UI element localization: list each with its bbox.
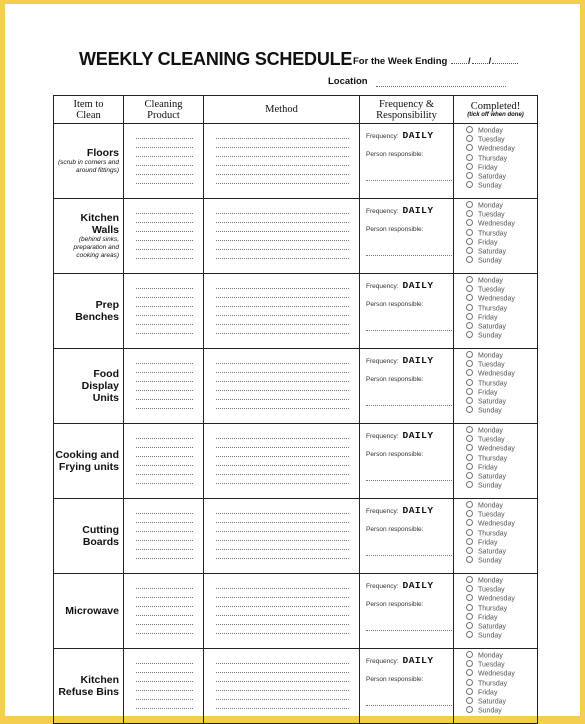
- person-responsible-field[interactable]: [366, 705, 454, 706]
- checkbox-circle-icon[interactable]: [466, 219, 473, 226]
- item-to-clean-cell: [54, 499, 124, 574]
- day-checkbox-monday[interactable]: [466, 576, 537, 585]
- day-checkbox-sunday[interactable]: [466, 706, 537, 715]
- day-checkbox-friday[interactable]: [466, 163, 537, 172]
- day-checkbox-monday[interactable]: [466, 501, 537, 510]
- item-to-clean-cell: [54, 274, 124, 349]
- day-checkbox-friday[interactable]: [466, 613, 537, 622]
- day-label: Wednesday: [478, 295, 515, 303]
- item-name: Floors: [86, 147, 119, 159]
- checkbox-circle-icon[interactable]: [466, 631, 473, 638]
- checkbox-circle-icon[interactable]: [466, 556, 473, 563]
- method-field[interactable]: [204, 199, 360, 274]
- day-checkbox-friday[interactable]: [466, 238, 537, 247]
- checkbox-circle-icon[interactable]: [466, 679, 473, 686]
- day-label: Sunday: [478, 557, 502, 565]
- checkbox-circle-icon[interactable]: [466, 331, 473, 338]
- day-checkbox-tuesday[interactable]: [466, 510, 537, 519]
- completed-days-cell: [454, 649, 538, 724]
- table-header-row: [54, 96, 538, 124]
- cleaning-product-field[interactable]: [124, 574, 204, 649]
- method-field[interactable]: [204, 349, 360, 424]
- checkbox-circle-icon[interactable]: [466, 379, 473, 386]
- day-checkbox-wednesday[interactable]: [466, 669, 537, 678]
- day-label: Saturday: [478, 548, 507, 556]
- day-checkbox-thursday[interactable]: [466, 304, 537, 313]
- checkbox-circle-icon[interactable]: [466, 210, 473, 217]
- day-checkbox-saturday[interactable]: [466, 322, 537, 331]
- day-label: Tuesday: [478, 136, 505, 144]
- day-label: Tuesday: [478, 211, 505, 219]
- checkbox-circle-icon[interactable]: [466, 669, 473, 676]
- person-responsible-field[interactable]: [366, 630, 454, 631]
- checkbox-circle-icon[interactable]: [466, 510, 473, 517]
- day-checkbox-tuesday[interactable]: [466, 585, 537, 594]
- item-name: Microwave: [65, 605, 119, 617]
- checkbox-circle-icon[interactable]: [466, 519, 473, 526]
- cleaning-product-field[interactable]: [124, 349, 204, 424]
- day-label: Monday: [478, 202, 503, 210]
- day-checkbox-friday[interactable]: [466, 688, 537, 697]
- checkbox-circle-icon[interactable]: [466, 426, 473, 433]
- day-checkbox-sunday[interactable]: [466, 631, 537, 640]
- completed-days-cell: [454, 199, 538, 274]
- day-label: Wednesday: [478, 445, 515, 453]
- day-checkbox-sunday[interactable]: [466, 481, 537, 490]
- day-checkbox-sunday[interactable]: [466, 556, 537, 565]
- frequency-label: Frequency:: [366, 133, 399, 140]
- day-checkbox-monday[interactable]: [466, 276, 537, 285]
- week-ending-label: For the Week Ending: [353, 56, 448, 67]
- person-responsible-label: Person responsible:: [366, 226, 424, 233]
- item-to-clean-cell: [54, 349, 124, 424]
- page-title: WEEKLY CLEANING SCHEDULE: [79, 49, 353, 69]
- checkbox-circle-icon[interactable]: [466, 397, 473, 404]
- checkbox-circle-icon[interactable]: [466, 622, 473, 629]
- day-checkbox-wednesday[interactable]: [466, 144, 537, 153]
- day-checkbox-sunday[interactable]: [466, 256, 537, 265]
- person-responsible-field[interactable]: [366, 555, 454, 556]
- day-label: Tuesday: [478, 661, 505, 669]
- completed-days-cell: [454, 424, 538, 499]
- day-label: Tuesday: [478, 436, 505, 444]
- frequency-value: DAILY: [402, 205, 434, 216]
- item-to-clean-cell: [54, 124, 124, 199]
- checkbox-circle-icon[interactable]: [466, 322, 473, 329]
- frequency-value: DAILY: [402, 280, 434, 291]
- item-to-clean-cell: [54, 199, 124, 274]
- day-checkbox-thursday[interactable]: [466, 229, 537, 238]
- location-label: Location: [328, 76, 368, 87]
- method-field[interactable]: [204, 499, 360, 574]
- completed-days-cell: [454, 574, 538, 649]
- day-label: Sunday: [478, 707, 502, 715]
- cleaning-product-field[interactable]: [124, 499, 204, 574]
- cleaning-product-field[interactable]: [124, 424, 204, 499]
- day-checkbox-monday[interactable]: [466, 126, 537, 135]
- frequency-label: Frequency:: [366, 433, 399, 440]
- day-checkbox-sunday[interactable]: [466, 331, 537, 340]
- day-label: Thursday: [478, 680, 508, 688]
- item-to-clean-cell: [54, 649, 124, 724]
- day-label: Saturday: [478, 173, 507, 181]
- frequency-responsibility-cell: [360, 649, 454, 724]
- item-name: Kitchen Refuse Bins: [58, 674, 119, 698]
- day-label: Friday: [478, 164, 498, 172]
- table-row: [54, 124, 538, 199]
- frequency-responsibility-cell: [360, 574, 454, 649]
- day-label: Monday: [478, 127, 503, 135]
- day-label: Wednesday: [478, 370, 515, 378]
- cleaning-product-field[interactable]: [124, 274, 204, 349]
- table-row: [54, 199, 538, 274]
- checkbox-circle-icon[interactable]: [466, 444, 473, 451]
- day-label: Monday: [478, 502, 503, 510]
- item-to-clean-cell: [54, 574, 124, 649]
- cleaning-product-field[interactable]: [124, 124, 204, 199]
- day-checkbox-thursday[interactable]: [466, 679, 537, 688]
- completed-days-cell: [454, 274, 538, 349]
- method-field[interactable]: [204, 274, 360, 349]
- day-label: Friday: [478, 614, 498, 622]
- person-responsible-field[interactable]: [366, 480, 454, 481]
- checkbox-circle-icon[interactable]: [466, 144, 473, 151]
- table-row: [54, 349, 538, 424]
- day-checkbox-thursday[interactable]: [466, 379, 537, 388]
- location-field[interactable]: [376, 86, 506, 87]
- day-label: Monday: [478, 427, 503, 435]
- person-responsible-field[interactable]: [366, 405, 454, 406]
- day-checkbox-monday[interactable]: [466, 201, 537, 210]
- day-label: Thursday: [478, 380, 508, 388]
- checkbox-circle-icon[interactable]: [466, 256, 473, 263]
- checkbox-circle-icon[interactable]: [466, 181, 473, 188]
- day-checkbox-wednesday[interactable]: [466, 369, 537, 378]
- day-label: Tuesday: [478, 361, 505, 369]
- frequency-responsibility-cell: [360, 199, 454, 274]
- checkbox-circle-icon[interactable]: [466, 706, 473, 713]
- day-label: Monday: [478, 577, 503, 585]
- table-row: [54, 649, 538, 724]
- checkbox-circle-icon[interactable]: [466, 238, 473, 245]
- day-checkbox-wednesday[interactable]: [466, 594, 537, 603]
- method-field[interactable]: [204, 574, 360, 649]
- day-checkbox-wednesday[interactable]: [466, 294, 537, 303]
- frequency-label: Frequency:: [366, 283, 399, 290]
- day-checkbox-sunday[interactable]: [466, 406, 537, 415]
- day-label: Friday: [478, 389, 498, 397]
- frequency-value: DAILY: [402, 130, 434, 141]
- week-ending-field[interactable]: For the Week Ending / /: [353, 56, 519, 67]
- day-label: Thursday: [478, 455, 508, 463]
- day-checkbox-saturday[interactable]: [466, 172, 537, 181]
- day-checkbox-saturday[interactable]: [466, 622, 537, 631]
- checkbox-circle-icon[interactable]: [466, 388, 473, 395]
- person-responsible-label: Person responsible:: [366, 151, 424, 158]
- day-checkbox-tuesday[interactable]: [466, 285, 537, 294]
- frequency-label: Frequency:: [366, 658, 399, 665]
- day-checkbox-monday[interactable]: [466, 351, 537, 360]
- checkbox-circle-icon[interactable]: [466, 481, 473, 488]
- checkbox-circle-icon[interactable]: [466, 697, 473, 704]
- item-name: Cooking and Frying units: [55, 449, 119, 473]
- day-checkbox-thursday[interactable]: [466, 529, 537, 538]
- cleaning-product-field[interactable]: [124, 649, 204, 724]
- person-responsible-label: Person responsible:: [366, 451, 424, 458]
- item-note: (behind sinks, preparation and cooking areas): [73, 236, 119, 259]
- day-label: Friday: [478, 539, 498, 547]
- checkbox-circle-icon[interactable]: [466, 247, 473, 254]
- column-header-product: Cleaning Product: [124, 96, 204, 124]
- checkbox-circle-icon[interactable]: [466, 163, 473, 170]
- day-label: Sunday: [478, 632, 502, 640]
- checkbox-circle-icon[interactable]: [466, 313, 473, 320]
- person-responsible-field[interactable]: [366, 255, 454, 256]
- completed-days-cell: [454, 124, 538, 199]
- day-label: Tuesday: [478, 286, 505, 294]
- frequency-responsibility-cell: [360, 124, 454, 199]
- frequency-value: DAILY: [402, 580, 434, 591]
- completed-days-cell: [454, 349, 538, 424]
- checkbox-circle-icon[interactable]: [466, 538, 473, 545]
- table-row: [54, 574, 538, 649]
- checkbox-circle-icon[interactable]: [466, 604, 473, 611]
- week-ending-day-blank[interactable]: [451, 63, 467, 64]
- day-label: Saturday: [478, 698, 507, 706]
- item-note: (scrub in corners and around fittings): [57, 159, 119, 174]
- day-checkbox-saturday[interactable]: [466, 547, 537, 556]
- checkbox-circle-icon[interactable]: [466, 369, 473, 376]
- checkbox-circle-icon[interactable]: [466, 351, 473, 358]
- column-header-method: Method: [204, 96, 360, 124]
- day-label: Wednesday: [478, 670, 515, 678]
- day-checkbox-thursday[interactable]: [466, 154, 537, 163]
- checkbox-circle-icon[interactable]: [466, 229, 473, 236]
- checkbox-circle-icon[interactable]: [466, 472, 473, 479]
- day-label: Saturday: [478, 248, 507, 256]
- frequency-label: Frequency:: [366, 583, 399, 590]
- checkbox-circle-icon[interactable]: [466, 454, 473, 461]
- day-checkbox-tuesday[interactable]: [466, 660, 537, 669]
- day-label: Thursday: [478, 155, 508, 163]
- item-to-clean-cell: [54, 424, 124, 499]
- table-row: [54, 274, 538, 349]
- person-responsible-label: Person responsible:: [366, 376, 424, 383]
- day-checkbox-monday[interactable]: [466, 426, 537, 435]
- day-checkbox-tuesday[interactable]: [466, 360, 537, 369]
- day-label: Monday: [478, 352, 503, 360]
- method-field[interactable]: [204, 124, 360, 199]
- checkbox-circle-icon[interactable]: [466, 285, 473, 292]
- week-ending-year-blank[interactable]: [492, 63, 518, 64]
- day-label: Sunday: [478, 332, 502, 340]
- day-checkbox-saturday[interactable]: [466, 697, 537, 706]
- cleaning-schedule-table: [53, 95, 538, 724]
- item-name: Prep Benches: [75, 299, 119, 323]
- checkbox-circle-icon[interactable]: [466, 304, 473, 311]
- day-label: Sunday: [478, 182, 502, 190]
- day-label: Saturday: [478, 398, 507, 406]
- method-field[interactable]: [204, 424, 360, 499]
- day-label: Wednesday: [478, 595, 515, 603]
- day-label: Wednesday: [478, 145, 515, 153]
- day-checkbox-wednesday[interactable]: [466, 444, 537, 453]
- day-label: Tuesday: [478, 586, 505, 594]
- checkbox-circle-icon[interactable]: [466, 585, 473, 592]
- frequency-value: DAILY: [402, 430, 434, 441]
- cleaning-product-field[interactable]: [124, 199, 204, 274]
- checkbox-circle-icon[interactable]: [466, 360, 473, 367]
- frequency-label: Frequency:: [366, 208, 399, 215]
- day-checkbox-thursday[interactable]: [466, 454, 537, 463]
- checkbox-circle-icon[interactable]: [466, 154, 473, 161]
- day-label: Thursday: [478, 605, 508, 613]
- day-label: Monday: [478, 652, 503, 660]
- day-checkbox-wednesday[interactable]: [466, 219, 537, 228]
- day-checkbox-friday[interactable]: [466, 388, 537, 397]
- person-responsible-label: Person responsible:: [366, 526, 424, 533]
- day-label: Saturday: [478, 473, 507, 481]
- checkbox-circle-icon[interactable]: [466, 547, 473, 554]
- day-label: Thursday: [478, 305, 508, 313]
- day-checkbox-saturday[interactable]: [466, 397, 537, 406]
- checkbox-circle-icon[interactable]: [466, 529, 473, 536]
- day-checkbox-monday[interactable]: [466, 651, 537, 660]
- day-label: Monday: [478, 277, 503, 285]
- checkbox-circle-icon[interactable]: [466, 613, 473, 620]
- checkbox-circle-icon[interactable]: [466, 201, 473, 208]
- checkbox-circle-icon[interactable]: [466, 135, 473, 142]
- day-label: Wednesday: [478, 520, 515, 528]
- column-header-completed: Completed! (tick off when done): [454, 96, 538, 124]
- schedule-sheet: [5, 4, 580, 716]
- checkbox-circle-icon[interactable]: [466, 435, 473, 442]
- checkbox-circle-icon[interactable]: [466, 406, 473, 413]
- day-label: Friday: [478, 464, 498, 472]
- day-checkbox-tuesday[interactable]: [466, 210, 537, 219]
- day-label: Friday: [478, 689, 498, 697]
- table-row: [54, 424, 538, 499]
- person-responsible-field[interactable]: [366, 180, 454, 181]
- day-label: Friday: [478, 314, 498, 322]
- checkbox-circle-icon[interactable]: [466, 660, 473, 667]
- day-label: Sunday: [478, 407, 502, 415]
- frequency-value: DAILY: [402, 355, 434, 366]
- frequency-label: Frequency:: [366, 508, 399, 515]
- frequency-value: DAILY: [402, 655, 434, 666]
- day-label: Saturday: [478, 623, 507, 631]
- day-checkbox-saturday[interactable]: [466, 247, 537, 256]
- frequency-responsibility-cell: [360, 274, 454, 349]
- frequency-value: DAILY: [402, 505, 434, 516]
- day-checkbox-saturday[interactable]: [466, 472, 537, 481]
- person-responsible-label: Person responsible:: [366, 301, 424, 308]
- table-row: [54, 499, 538, 574]
- completed-days-cell: [454, 499, 538, 574]
- frequency-responsibility-cell: [360, 349, 454, 424]
- checkbox-circle-icon[interactable]: [466, 651, 473, 658]
- checkbox-circle-icon[interactable]: [466, 501, 473, 508]
- person-responsible-label: Person responsible:: [366, 676, 424, 683]
- checkbox-circle-icon[interactable]: [466, 576, 473, 583]
- person-responsible-label: Person responsible:: [366, 601, 424, 608]
- day-label: Tuesday: [478, 511, 505, 519]
- day-label: Friday: [478, 239, 498, 247]
- day-checkbox-friday[interactable]: [466, 463, 537, 472]
- checkbox-circle-icon[interactable]: [466, 172, 473, 179]
- day-checkbox-sunday[interactable]: [466, 181, 537, 190]
- item-name: Cutting Boards: [82, 524, 119, 548]
- checkbox-circle-icon[interactable]: [466, 276, 473, 283]
- method-field[interactable]: [204, 649, 360, 724]
- day-checkbox-friday[interactable]: [466, 313, 537, 322]
- checkbox-circle-icon[interactable]: [466, 688, 473, 695]
- day-label: Thursday: [478, 230, 508, 238]
- column-header-frequency: Frequency & Responsibility: [360, 96, 454, 124]
- day-label: Saturday: [478, 323, 507, 331]
- day-checkbox-wednesday[interactable]: [466, 519, 537, 528]
- column-header-item: Item to Clean: [54, 96, 124, 124]
- item-name: Kitchen Walls: [80, 212, 119, 236]
- week-ending-month-blank[interactable]: [472, 63, 488, 64]
- day-label: Sunday: [478, 257, 502, 265]
- day-label: Sunday: [478, 482, 502, 490]
- frequency-responsibility-cell: [360, 499, 454, 574]
- day-checkbox-tuesday[interactable]: [466, 435, 537, 444]
- checkbox-circle-icon[interactable]: [466, 594, 473, 601]
- day-checkbox-friday[interactable]: [466, 538, 537, 547]
- checkbox-circle-icon[interactable]: [466, 294, 473, 301]
- day-label: Thursday: [478, 530, 508, 538]
- day-checkbox-thursday[interactable]: [466, 604, 537, 613]
- frequency-responsibility-cell: [360, 424, 454, 499]
- checkbox-circle-icon[interactable]: [466, 126, 473, 133]
- checkbox-circle-icon[interactable]: [466, 463, 473, 470]
- person-responsible-field[interactable]: [366, 330, 454, 331]
- day-checkbox-tuesday[interactable]: [466, 135, 537, 144]
- day-label: Wednesday: [478, 220, 515, 228]
- frequency-label: Frequency:: [366, 358, 399, 365]
- item-name: Food Display Units: [81, 368, 119, 404]
